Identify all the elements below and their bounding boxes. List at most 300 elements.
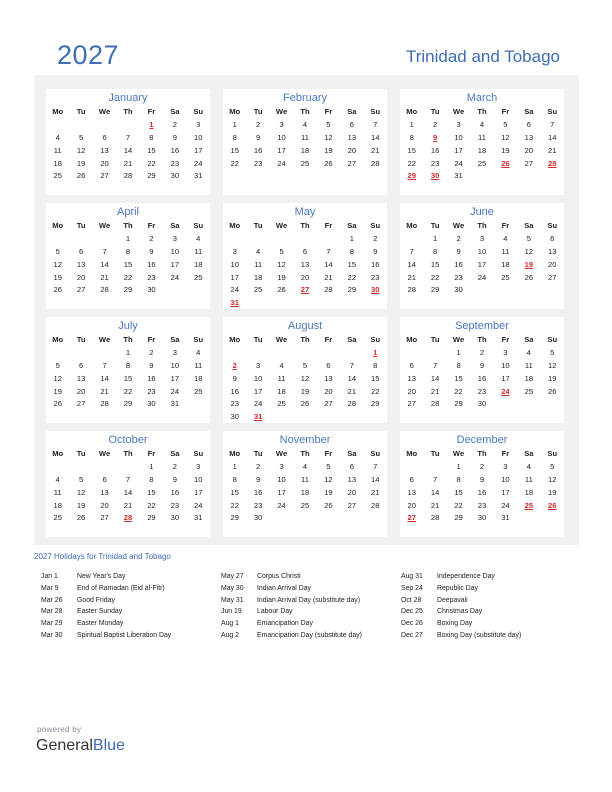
day-cell: 3 <box>279 119 284 129</box>
holiday-name: Indian Arrival Day (substitute day) <box>257 596 361 604</box>
day-cell: 20 <box>300 272 310 282</box>
day-cell: 30 <box>253 513 263 523</box>
day-cell: 30 <box>230 412 239 422</box>
holiday-name: Republic Day <box>437 584 478 592</box>
day-cell: 16 <box>170 487 180 497</box>
day-cell: 10 <box>194 132 203 142</box>
day-cell: 15 <box>371 373 380 383</box>
weekday-header: Tu <box>253 335 263 344</box>
holiday-date: Aug 2 <box>221 631 240 639</box>
empty-cell <box>223 233 246 246</box>
day-cell: 11 <box>478 132 486 142</box>
empty-cell <box>93 119 116 132</box>
day-cell: 22 <box>147 500 156 510</box>
empty-cell <box>293 347 316 360</box>
day-cell: 10 <box>477 246 487 256</box>
day-cell: 24 <box>170 386 180 396</box>
day-cell: 7 <box>373 461 378 471</box>
weekday-header: Th <box>300 335 310 344</box>
day-cell: 17 <box>170 373 180 383</box>
day-cell: 30 <box>147 285 156 295</box>
day-cell: 15 <box>454 373 463 383</box>
brand-logo <box>36 737 125 755</box>
day-cell: 14 <box>123 487 133 497</box>
weekday-header: Fr <box>501 449 510 458</box>
day-cell: 12 <box>76 487 86 497</box>
day-cell: 29 <box>230 513 239 523</box>
weekday-header: Fr <box>501 221 510 230</box>
day-cell: 9 <box>256 474 261 484</box>
day-cell: 9 <box>149 246 154 256</box>
day-cell: 18 <box>524 373 534 383</box>
holidays-title: 2027 Holidays for Trinidad and Tobago <box>34 552 171 561</box>
day-cell: 22 <box>454 500 463 510</box>
empty-cell <box>46 233 69 246</box>
holiday-date: May 30 <box>221 584 244 592</box>
day-cell: 9 <box>149 360 154 370</box>
holiday-day-cell: 26 <box>501 158 510 168</box>
weekday-header: Fr <box>324 335 333 344</box>
day-cell: 4 <box>479 119 485 129</box>
day-cell: 22 <box>123 386 133 396</box>
weekday-header: Su <box>547 107 558 116</box>
weekday-header: Tu <box>253 107 263 116</box>
day-cell: 27 <box>100 513 109 523</box>
holiday-date: Jan 1 <box>41 573 58 580</box>
month-september <box>400 317 564 423</box>
day-cell: 28 <box>371 500 380 510</box>
weekday-header: Tu <box>76 335 86 344</box>
day-cell: 28 <box>430 399 440 409</box>
month-grid <box>400 448 564 525</box>
holiday-day-cell: 27 <box>407 513 416 523</box>
day-cell: 27 <box>548 272 557 282</box>
day-cell: 26 <box>76 513 86 523</box>
day-cell: 12 <box>501 132 510 142</box>
day-cell: 18 <box>300 487 310 497</box>
empty-cell <box>69 233 92 246</box>
day-cell: 10 <box>501 360 510 370</box>
holiday-date: Sep 24 <box>401 584 423 592</box>
day-cell: 17 <box>454 145 463 155</box>
weekday-header: Sa <box>170 221 180 230</box>
day-cell: 6 <box>302 246 308 256</box>
day-cell: 17 <box>501 487 510 497</box>
day-cell: 7 <box>102 360 107 370</box>
day-cell: 6 <box>102 474 107 484</box>
weekday-header: Th <box>300 449 310 458</box>
weekday-header: Th <box>123 449 133 458</box>
holiday-name: Boxing Day (substitute day) <box>437 631 522 639</box>
day-cell: 3 <box>479 233 485 243</box>
holiday-date: Mar 29 <box>41 620 63 628</box>
month-may <box>223 203 387 309</box>
day-cell: 18 <box>524 487 534 497</box>
day-cell: 4 <box>279 360 284 370</box>
day-cell: 22 <box>454 386 463 396</box>
weekday-header: Sa <box>524 335 534 344</box>
empty-cell <box>317 347 340 360</box>
day-cell: 25 <box>300 158 310 168</box>
weekday-header: Fr <box>501 335 510 344</box>
day-cell: 16 <box>430 145 440 155</box>
weekday-header: Mo <box>406 449 418 458</box>
day-cell: 2 <box>433 119 438 129</box>
day-cell: 27 <box>76 285 86 295</box>
weekday-header: Su <box>193 107 204 116</box>
weekday-header: Sa <box>524 449 534 458</box>
day-cell: 5 <box>302 360 308 370</box>
day-cell: 11 <box>254 259 263 269</box>
day-cell: 16 <box>170 145 180 155</box>
day-cell: 29 <box>454 399 463 409</box>
day-cell: 18 <box>277 386 286 396</box>
year-title: 2027 <box>57 40 120 70</box>
empty-cell <box>46 119 69 132</box>
day-cell: 21 <box>407 272 416 282</box>
day-cell: 2 <box>256 119 261 129</box>
day-cell: 24 <box>277 158 286 168</box>
day-cell: 30 <box>454 285 463 295</box>
empty-cell <box>116 119 139 132</box>
empty-cell <box>223 347 246 360</box>
month-june <box>400 203 564 309</box>
day-cell: 4 <box>503 233 508 243</box>
day-cell: 4 <box>302 461 308 471</box>
day-cell: 7 <box>433 360 438 370</box>
weekday-header: Su <box>370 335 381 344</box>
holiday-day-cell: 31 <box>230 298 239 308</box>
weekday-header: We <box>275 221 288 230</box>
weekday-header: Mo <box>52 221 64 230</box>
day-cell: 25 <box>300 500 310 510</box>
day-cell: 25 <box>194 386 203 396</box>
day-cell: 9 <box>172 132 177 142</box>
weekday-header: Tu <box>430 221 440 230</box>
month-november <box>223 431 387 537</box>
weekday-header: Su <box>370 221 381 230</box>
day-cell: 30 <box>477 399 487 409</box>
calendar-panel <box>34 75 579 545</box>
month-title: May <box>294 206 316 218</box>
month-july <box>46 317 210 423</box>
day-cell: 20 <box>76 272 86 282</box>
weekday-header: Mo <box>52 335 64 344</box>
holiday-name: Independence Day <box>437 573 495 580</box>
holiday-day-cell: 28 <box>548 158 557 168</box>
holiday-day-cell: 27 <box>300 285 310 295</box>
day-cell: 6 <box>349 461 354 471</box>
day-cell: 27 <box>347 158 357 168</box>
day-cell: 25 <box>277 399 286 409</box>
day-cell: 4 <box>256 246 261 256</box>
day-cell: 8 <box>232 132 237 142</box>
day-cell: 25 <box>477 158 487 168</box>
weekday-header: Fr <box>147 449 156 458</box>
weekday-header: We <box>98 221 111 230</box>
weekday-header: We <box>275 449 288 458</box>
day-cell: 22 <box>371 386 380 396</box>
day-cell: 2 <box>479 461 485 471</box>
weekday-header: Tu <box>430 107 440 116</box>
holiday-date: Aug 1 <box>221 620 240 628</box>
day-cell: 22 <box>230 500 239 510</box>
day-cell: 23 <box>477 500 487 510</box>
day-cell: 17 <box>501 373 510 383</box>
day-cell: 2 <box>172 119 177 129</box>
day-cell: 17 <box>194 487 203 497</box>
day-cell: 10 <box>277 132 286 142</box>
day-cell: 23 <box>430 158 440 168</box>
day-cell: 1 <box>125 233 131 243</box>
weekday-header: Mo <box>229 449 241 458</box>
day-cell: 22 <box>347 272 357 282</box>
day-cell: 18 <box>253 272 263 282</box>
empty-cell <box>46 461 69 474</box>
day-cell: 16 <box>477 487 487 497</box>
weekday-header: Su <box>547 449 558 458</box>
day-cell: 10 <box>230 259 239 269</box>
day-cell: 15 <box>123 373 133 383</box>
day-cell: 15 <box>230 487 239 497</box>
holiday-name: New Year's Day <box>77 573 126 580</box>
day-cell: 14 <box>371 474 380 484</box>
weekday-header: Su <box>193 449 204 458</box>
weekday-header: We <box>452 335 465 344</box>
day-cell: 13 <box>548 246 557 256</box>
day-cell: 30 <box>170 513 180 523</box>
month-december <box>400 431 564 537</box>
day-cell: 11 <box>277 373 286 383</box>
month-title: June <box>470 206 494 218</box>
weekday-header: We <box>275 335 288 344</box>
month-grid <box>46 106 210 183</box>
day-cell: 24 <box>170 272 180 282</box>
weekday-header: Fr <box>147 335 156 344</box>
day-cell: 13 <box>347 132 357 142</box>
day-cell: 1 <box>433 233 438 243</box>
day-cell: 15 <box>347 259 357 269</box>
holiday-day-cell: 30 <box>371 285 380 295</box>
weekday-header: Fr <box>501 107 510 116</box>
day-cell: 15 <box>430 259 440 269</box>
day-cell: 18 <box>53 500 62 510</box>
day-cell: 24 <box>277 500 286 510</box>
day-cell: 6 <box>409 474 414 484</box>
empty-cell <box>93 233 116 246</box>
day-cell: 3 <box>503 347 508 357</box>
day-cell: 19 <box>53 272 62 282</box>
day-cell: 31 <box>194 171 203 181</box>
day-cell: 24 <box>253 399 263 409</box>
day-cell: 31 <box>170 399 180 409</box>
holiday-date: Dec 27 <box>401 631 423 639</box>
holiday-day-cell: 9 <box>433 132 438 142</box>
day-cell: 8 <box>456 360 461 370</box>
day-cell: 19 <box>76 500 86 510</box>
holiday-date: Mar 26 <box>41 596 63 604</box>
day-cell: 16 <box>253 487 263 497</box>
day-cell: 22 <box>230 158 239 168</box>
brand-name-part1: General <box>36 737 93 754</box>
day-cell: 22 <box>407 158 416 168</box>
day-cell: 8 <box>125 246 131 256</box>
day-cell: 20 <box>347 487 357 497</box>
day-cell: 18 <box>501 259 510 269</box>
day-cell: 5 <box>55 246 60 256</box>
day-cell: 13 <box>100 145 109 155</box>
holiday-name: Spiritual Baptist Liberation Day <box>77 631 172 639</box>
day-cell: 19 <box>277 272 286 282</box>
weekday-header: We <box>452 449 465 458</box>
weekday-header: Th <box>477 449 487 458</box>
day-cell: 13 <box>76 373 86 383</box>
holiday-day-cell: 30 <box>430 171 440 181</box>
day-cell: 29 <box>123 399 133 409</box>
holiday-date: Oct 28 <box>401 596 422 604</box>
day-cell: 1 <box>409 119 414 129</box>
day-cell: 5 <box>279 246 284 256</box>
day-cell: 21 <box>100 272 109 282</box>
day-cell: 29 <box>123 285 133 295</box>
country-title: Trinidad and Tobago <box>405 47 560 66</box>
month-grid <box>46 220 210 297</box>
day-cell: 2 <box>256 461 261 471</box>
day-cell: 15 <box>407 145 416 155</box>
holiday-name: Christmas Day <box>437 608 483 616</box>
weekday-header: Tu <box>430 449 440 458</box>
day-cell: 11 <box>501 246 510 256</box>
month-title: January <box>108 92 148 104</box>
day-cell: 14 <box>347 373 357 383</box>
weekday-header: We <box>275 107 288 116</box>
day-cell: 9 <box>373 246 378 256</box>
month-title: November <box>279 434 331 446</box>
day-cell: 14 <box>430 487 440 497</box>
day-cell: 28 <box>371 158 380 168</box>
day-cell: 7 <box>326 246 331 256</box>
day-cell: 17 <box>170 259 180 269</box>
day-cell: 8 <box>373 360 378 370</box>
day-cell: 12 <box>548 474 557 484</box>
month-title: December <box>456 434 508 446</box>
day-cell: 14 <box>100 373 109 383</box>
holiday-day-cell: 1 <box>373 347 378 357</box>
day-cell: 20 <box>407 386 416 396</box>
day-cell: 21 <box>371 487 380 497</box>
day-cell: 23 <box>170 500 180 510</box>
day-cell: 26 <box>324 158 333 168</box>
day-cell: 24 <box>194 500 203 510</box>
month-grid <box>46 448 210 525</box>
month-january <box>46 89 210 195</box>
day-cell: 16 <box>230 386 239 396</box>
day-cell: 7 <box>550 119 555 129</box>
day-cell: 11 <box>194 360 203 370</box>
day-cell: 16 <box>147 373 156 383</box>
day-cell: 21 <box>430 386 440 396</box>
day-cell: 6 <box>79 246 84 256</box>
empty-cell <box>293 233 316 246</box>
day-cell: 21 <box>347 386 357 396</box>
day-cell: 28 <box>123 171 133 181</box>
day-cell: 13 <box>76 259 86 269</box>
weekday-header: Fr <box>147 221 156 230</box>
day-cell: 20 <box>548 259 557 269</box>
day-cell: 17 <box>230 272 239 282</box>
day-cell: 21 <box>548 145 557 155</box>
weekday-header: Mo <box>52 107 64 116</box>
day-cell: 23 <box>170 158 180 168</box>
day-cell: 19 <box>76 158 86 168</box>
month-title: February <box>282 92 328 104</box>
day-cell: 4 <box>526 347 531 357</box>
day-cell: 4 <box>302 119 308 129</box>
weekday-header: Sa <box>170 107 180 116</box>
month-grid <box>400 220 564 297</box>
day-cell: 28 <box>324 285 333 295</box>
holiday-date: Mar 9 <box>41 584 59 592</box>
weekday-header: Mo <box>229 221 241 230</box>
empty-cell <box>423 461 446 474</box>
weekday-header: Mo <box>52 449 64 458</box>
holiday-name: End of Ramadan (Eid al-Fitr) <box>77 584 165 592</box>
day-cell: 17 <box>253 386 263 396</box>
day-cell: 2 <box>479 347 485 357</box>
day-cell: 24 <box>230 285 239 295</box>
empty-cell <box>246 347 269 360</box>
day-cell: 9 <box>256 132 261 142</box>
day-cell: 7 <box>409 246 414 256</box>
day-cell: 23 <box>477 386 487 396</box>
day-cell: 3 <box>256 360 261 370</box>
day-cell: 25 <box>53 513 62 523</box>
weekday-header: Sa <box>347 107 357 116</box>
month-title: August <box>287 320 323 332</box>
day-cell: 12 <box>548 360 557 370</box>
day-cell: 13 <box>407 373 416 383</box>
day-cell: 22 <box>123 272 133 282</box>
day-cell: 21 <box>123 500 133 510</box>
weekday-header: Fr <box>147 107 156 116</box>
weekday-header: Sa <box>170 335 180 344</box>
weekday-header: Mo <box>229 335 241 344</box>
weekday-header: Tu <box>76 221 86 230</box>
holiday-date: Aug 31 <box>401 573 423 580</box>
empty-cell <box>93 461 116 474</box>
day-cell: 2 <box>373 233 378 243</box>
day-cell: 10 <box>277 474 286 484</box>
empty-cell <box>116 461 139 474</box>
weekday-header: Mo <box>406 335 418 344</box>
weekday-header: Tu <box>253 449 263 458</box>
day-cell: 26 <box>53 399 62 409</box>
day-cell: 3 <box>172 347 177 357</box>
day-cell: 24 <box>501 500 510 510</box>
day-cell: 31 <box>194 513 203 523</box>
day-cell: 7 <box>125 132 131 142</box>
holiday-day-cell: 2 <box>232 360 237 370</box>
day-cell: 20 <box>524 145 534 155</box>
weekday-header: Fr <box>324 449 333 458</box>
day-cell: 15 <box>147 145 156 155</box>
day-cell: 29 <box>147 513 156 523</box>
weekday-header: Su <box>370 107 381 116</box>
day-cell: 20 <box>347 145 357 155</box>
day-cell: 2 <box>172 461 177 471</box>
day-cell: 8 <box>409 132 414 142</box>
holiday-date: May 27 <box>221 573 244 580</box>
